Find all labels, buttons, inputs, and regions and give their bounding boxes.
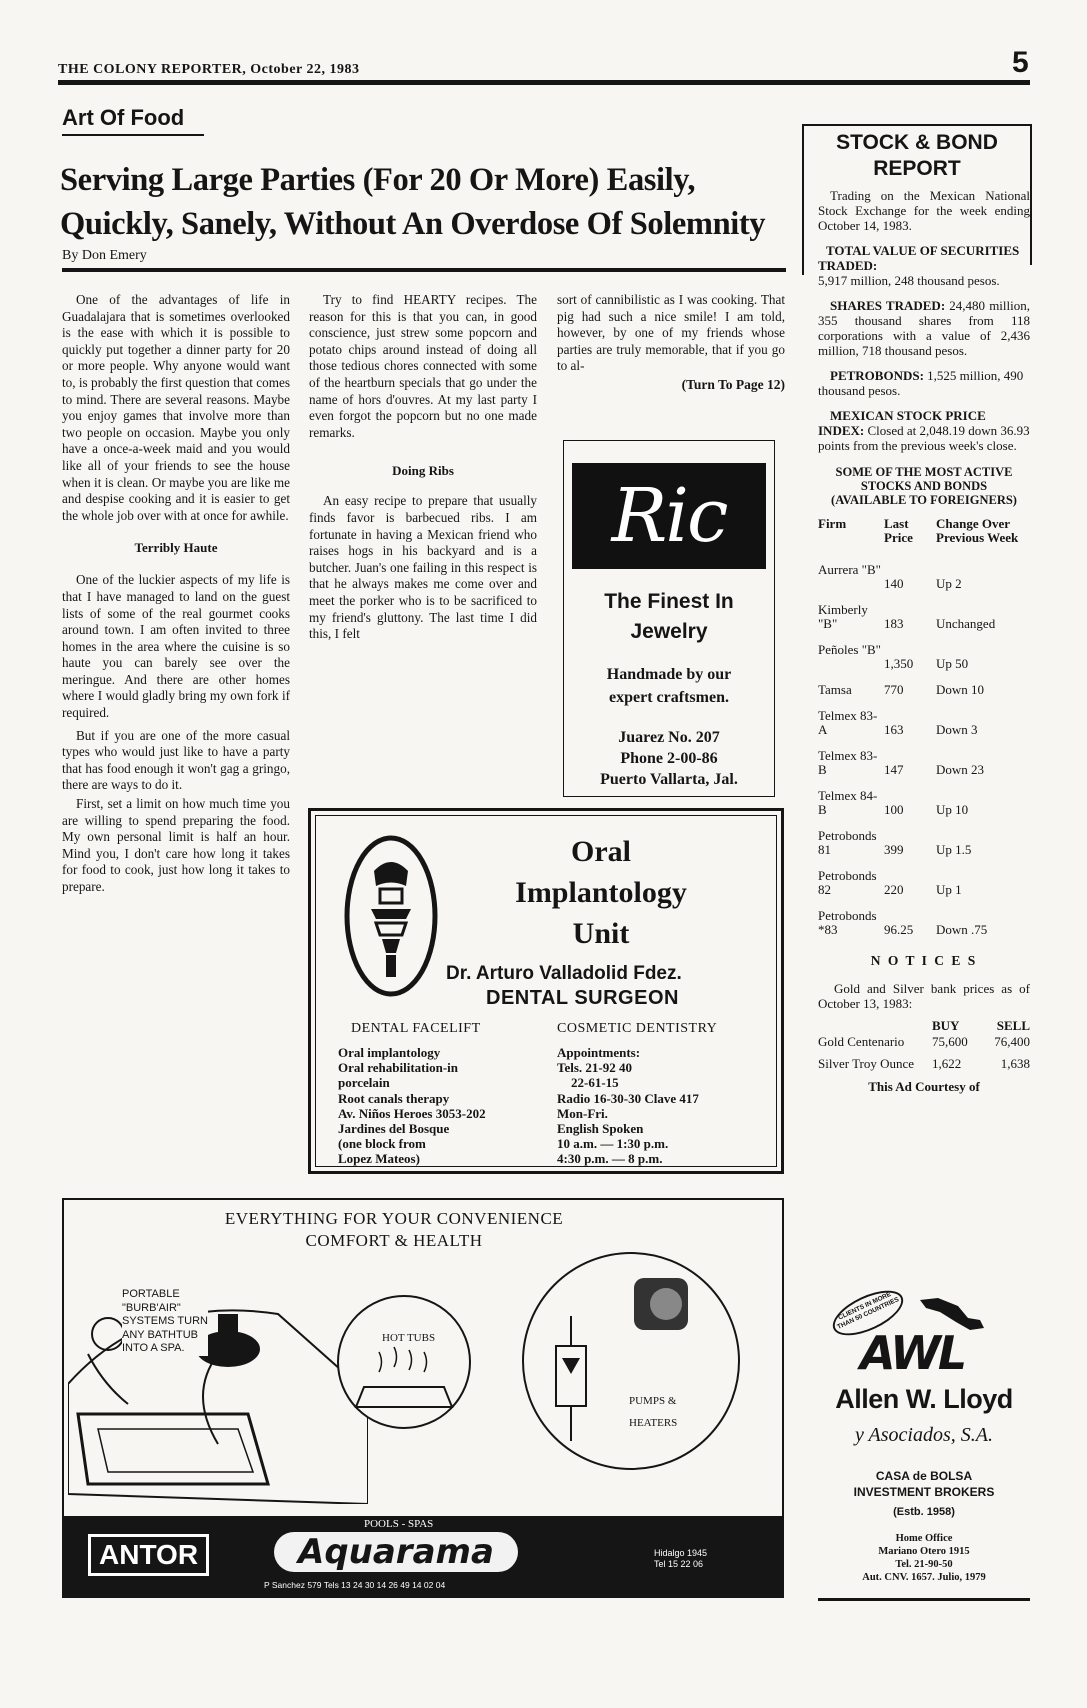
ric-line: Handmade by our	[606, 666, 732, 683]
article-column-3	[557, 292, 785, 393]
subhead-doing-ribs: Doing Ribs	[392, 463, 454, 479]
firm: Kimberly "B"	[818, 602, 868, 631]
change: Unchanged	[936, 616, 996, 631]
dental-right-line: Appointments:	[557, 1045, 641, 1060]
bubble-line: SYSTEMS TURN	[122, 1315, 208, 1327]
paragraph: First, set a limit on how much time you are willing to spend preparing the food. My own personal limit is half an hour. Mind you, I don't care how long it takes for food to cook, just how long it takes to prepare.	[62, 796, 290, 894]
gold-sell: 76,400	[994, 1034, 1030, 1049]
ric-logo-panel	[572, 463, 766, 569]
firm: Peñoles "B"	[818, 642, 881, 657]
dental-right-line: 4:30 p.m. — 8 p.m.	[557, 1151, 663, 1167]
col-last-price: Last Price	[884, 516, 913, 545]
stock-title-line: REPORT	[873, 157, 961, 180]
change: Down .75	[936, 922, 988, 937]
section-underline	[62, 134, 204, 136]
change: Up 1	[936, 882, 962, 897]
dental-title-line: Unit	[572, 917, 630, 950]
cosmetic-dentistry-head: COSMETIC DENTISTRY	[557, 1021, 718, 1036]
heaters-label: HEATERS	[629, 1417, 678, 1429]
metal-header	[818, 1019, 1030, 1033]
ric-address-line: Phone 2-00-86	[620, 750, 718, 767]
masthead-rule	[58, 80, 1030, 85]
dental-role: DENTAL SURGEON	[486, 987, 679, 1009]
dental-ad	[308, 808, 784, 1174]
hidalgo-line: Hidalgo 1945	[654, 1548, 708, 1558]
awl-logo	[830, 1290, 1020, 1386]
paragraph: Try to find HEARTY recipes. The reason for this is that you can, in good conscience, just strew some popcorn and potato chips around instead of doing all those tedious chores connected with some of the heartburn specials that go under the name of hors d'ouvres. At my last party I even forgot the popcorn but no one made remarks.	[309, 292, 537, 440]
office-line: Home Office	[895, 1533, 953, 1544]
table-row	[818, 643, 1028, 671]
dental-left-line: porcelain	[338, 1075, 390, 1091]
bubble-line: ANY BATHTUB	[122, 1328, 198, 1341]
firm: Petrobonds *83	[818, 908, 877, 937]
bubble-line: "BURB'AIR"	[122, 1301, 181, 1314]
estb-line: (Estb. 1958)	[893, 1506, 955, 1518]
headline-line-2: Quickly, Sanely, Without An Overdose Of Solemnity	[60, 206, 766, 242]
notices-text: Gold and Silver bank prices as of October 13, 1983:	[818, 981, 1030, 1011]
price: 96.25	[884, 922, 914, 937]
paragraph: One of the advantages of life in Guadalajara that is sometimes overlooked is the ease with which it is possible to quickly put together a dinner party for 20 or more people. Why anyone would want to, is probably the first question that comes to mind. There are several reasons. Maybe you enjoy games that involve more than two people on occasion. Maybe you only have a once-a-week maid and you would like all of your friends to see the house when it is clean. Or maybe you are like me and despise cooking and it is easier to get the whole job over with at once for awhile.	[62, 292, 290, 523]
brokers-line: INVESTMENT BROKERS	[853, 1485, 995, 1499]
price: 140	[884, 576, 904, 591]
silver-sell: 1,638	[1000, 1056, 1030, 1071]
ric-address	[564, 727, 774, 790]
table-row	[818, 749, 1028, 777]
ric-address-line: Puerto Vallarta, Jal.	[600, 771, 738, 788]
price: 100	[884, 802, 904, 817]
paragraph: An easy recipe to prepare that usually finds favor is barbecued ribs. I am fortunate in having a Mexican friend who raises hogs in his backyard and is a butcher. Juan's one failing in this respect is that he always makes me come over and meet the porker who is to be sacrificed to my friend's gluttony. The last time I did this, I felt	[309, 493, 537, 642]
price-index	[818, 408, 1030, 453]
silver-row	[818, 1057, 1030, 1071]
hidalgo-address	[654, 1548, 707, 1570]
bubble-line: INTO A SPA.	[122, 1342, 185, 1354]
hot-tubs-label: HOT TUBS	[382, 1332, 436, 1344]
dental-title-line: Oral	[571, 835, 631, 868]
petrobonds	[818, 368, 1030, 398]
change: Up 50	[936, 656, 969, 671]
price: 770	[884, 682, 904, 697]
dental-right-line: 10 a.m. — 1:30 p.m.	[557, 1136, 669, 1152]
pumps-heaters-label	[629, 1390, 677, 1434]
dental-left-line: Jardines del Bosque	[338, 1121, 450, 1137]
change: Down 23	[936, 762, 985, 777]
company-name: Allen W. Lloyd	[835, 1384, 1013, 1414]
silver-buy: 1,622	[932, 1056, 962, 1071]
table-row	[818, 563, 1028, 591]
table-row	[818, 789, 1028, 817]
change: Down 3	[936, 722, 978, 737]
firm: Telmex 84-B	[818, 788, 878, 817]
price-index-text: Closed at 2,048.19 down 36.93 points from the previous week's close.	[818, 423, 1030, 453]
article-column-2	[309, 292, 537, 643]
masthead-title: THE COLONY REPORTER, October 22, 1983	[58, 62, 360, 77]
col-change: Change Over Previous Week	[936, 516, 1019, 545]
dental-title	[451, 831, 751, 954]
dental-right-line: 22-61-15	[571, 1075, 619, 1091]
byline: By Don Emery	[62, 248, 147, 263]
gold-name: Gold Centenario	[818, 1034, 905, 1049]
stock-table-header	[818, 517, 1028, 545]
price: 399	[884, 842, 904, 857]
total-value-label: TOTAL VALUE OF SECURITIES TRADED:	[818, 243, 1020, 273]
office-line: Mariano Otero 1915	[878, 1546, 970, 1557]
dental-left-line: Root canals therapy	[338, 1090, 450, 1106]
headline	[60, 158, 765, 246]
buy-label: BUY	[932, 1018, 960, 1033]
antor-logo: ANTOR	[88, 1534, 209, 1576]
dental-left-line: Lopez Mateos)	[338, 1151, 420, 1167]
stock-title-line: STOCK & BOND	[836, 131, 998, 154]
total-value	[818, 243, 1030, 288]
subhead-terribly-haute: Terribly Haute	[134, 540, 218, 556]
pool-ad-title-line: COMFORT & HEALTH	[305, 1231, 483, 1250]
notices-head: N O T I C E S	[870, 953, 978, 968]
price: 147	[884, 762, 904, 777]
bathtub-illustration	[68, 1254, 368, 1504]
table-row	[818, 709, 1028, 737]
petrobonds-text: 1,525 million, 490 thousand pesos.	[818, 368, 1024, 398]
dental-doctor: Dr. Arturo Valladolid Fdez.	[446, 963, 682, 984]
sell-label: SELL	[996, 1018, 1030, 1033]
change: Up 2	[936, 576, 962, 591]
metal-prices	[818, 1019, 1030, 1071]
bubble-burbair-text	[122, 1288, 208, 1356]
pools-spas-label: POOLS - SPAS	[364, 1518, 434, 1530]
dental-left-list	[338, 1045, 486, 1167]
stock-box-right-rule	[1030, 125, 1032, 265]
page-number: 5	[1012, 46, 1029, 79]
casa-line: CASA de BOLSA	[875, 1469, 973, 1483]
tooth-implant-icon	[336, 831, 446, 1001]
ric-logo: Ric	[611, 473, 727, 559]
firm: Telmex 83-A	[818, 708, 878, 737]
hot-tub-illustration	[334, 1292, 474, 1432]
headline-rule	[62, 268, 786, 272]
firm: Petrobonds 82	[818, 868, 877, 897]
turn-to-page[interactable]: (Turn To Page 12)	[681, 376, 785, 392]
section-title: Art Of Food	[62, 105, 185, 130]
dental-title-line: Implantology	[515, 876, 687, 909]
office-line: Aut. CNV. 1657. Julio, 1979	[862, 1572, 986, 1583]
ric-line: expert craftsmen.	[609, 689, 729, 706]
shares-label: SHARES TRADED:	[830, 298, 946, 313]
dental-right-list	[557, 1045, 699, 1167]
price: 183	[884, 616, 904, 631]
ric-jewelry-ad	[563, 440, 775, 797]
dental-left-line: Oral rehabilitation-in	[338, 1060, 459, 1076]
dental-right-line: Radio 16-30-30 Clave 417	[557, 1090, 699, 1106]
awl-badge: CLIENTS IN MORE THAN 50 COUNTRIES	[826, 1282, 909, 1345]
firm: Petrobonds 81	[818, 828, 877, 857]
price-index-label: MEXICAN STOCK PRICE INDEX:	[818, 408, 986, 438]
dental-right-line: Mon-Fri.	[557, 1105, 608, 1121]
silver-name: Silver Troy Ounce	[818, 1056, 915, 1071]
paragraph: But if you are one of the more casual types who would just like to have a party that has food enough it won't gag a gringo, there are ways to do it.	[62, 727, 290, 793]
table-row	[818, 829, 1028, 857]
ric-handmade	[564, 663, 774, 709]
gold-buy: 75,600	[932, 1034, 968, 1049]
price: 220	[884, 882, 904, 897]
shares-text: 24,480 million, 355 thousand shares from 118 corporations with a value of 2,436 million, 718 thousand pesos.	[818, 298, 1030, 358]
firm: Tamsa	[818, 682, 852, 697]
dental-facelift-head: DENTAL FACELIFT	[351, 1021, 481, 1036]
paragraph: One of the luckier aspects of my life is that I have managed to land on the guest lists of some of the real gourmet cooks around town. I am often invited to three homes in the area where the cuisine is so haute you can barely see over the meringue. And there are other homes where I would gladly bring my own fork if required.	[62, 572, 290, 721]
shares-traded	[818, 298, 1030, 358]
dental-right-line: English Spoken	[557, 1121, 644, 1137]
table-row	[818, 909, 1028, 937]
pool-ad-title-line: EVERYTHING FOR YOUR CONVENIENCE	[224, 1209, 564, 1228]
price: 1,350	[884, 656, 914, 671]
pumps-label: PUMPS &	[629, 1395, 677, 1407]
courtesy: This Ad Courtesy of	[868, 1079, 980, 1094]
stock-intro: Trading on the Mexican National Stock Exchange for the week ending October 14, 1983.	[818, 188, 1030, 233]
dental-left-line: Oral implantology	[338, 1045, 441, 1060]
price: 163	[884, 722, 904, 737]
stock-table	[818, 517, 1028, 937]
dental-left-line: (one block from	[338, 1136, 426, 1152]
active-stocks-head: SOME OF THE MOST ACTIVE STOCKS AND BONDS (AVAILABLE TO FOREIGNERS)	[831, 465, 1017, 507]
aquarama-address: P Sanchez 579 Tels 13 24 30 14 26 49 14 02 04	[264, 1580, 446, 1590]
office-line: Tel. 21-90-50	[895, 1559, 953, 1570]
table-row	[818, 603, 1028, 631]
table-row	[818, 683, 1028, 697]
change: Up 10	[936, 802, 969, 817]
pool-spa-ad	[62, 1198, 784, 1598]
change: Up 1.5	[936, 842, 972, 857]
pool-ad-footer	[64, 1516, 782, 1596]
petrobonds-label: PETROBONDS:	[830, 368, 924, 383]
total-value-text: 5,917 million, 248 thousand pesos.	[818, 273, 1000, 288]
bubble-line: PORTABLE	[122, 1288, 180, 1300]
stock-report-title	[804, 130, 1030, 182]
hidalgo-line: Tel 15 22 06	[654, 1559, 704, 1569]
article-column-1	[62, 292, 290, 896]
ric-address-line: Juarez No. 207	[618, 729, 720, 746]
casa-info	[818, 1468, 1030, 1520]
col-firm: Firm	[818, 516, 847, 531]
headline-line-1: Serving Large Parties (For 20 Or More) Easily,	[60, 162, 696, 198]
dental-right-line: Tels. 21-92 40	[557, 1060, 632, 1076]
stock-sidebar	[818, 188, 1030, 1095]
paragraph: sort of cannibilistic as I was cooking. That pig had such a nice smile! I am told, however, by one of my friends whose parties are truly memorable, that if you go to al-	[557, 292, 785, 374]
ric-tagline: The Finest In Jewelry	[604, 590, 734, 643]
stock-box-top-rule	[802, 124, 1032, 126]
gold-row	[818, 1035, 1030, 1049]
company-script: y Asociados, S.A.	[855, 1424, 993, 1446]
dental-left-line: Av. Niños Heroes 3053-202	[338, 1105, 486, 1121]
home-office	[818, 1532, 1030, 1584]
change: Down 10	[936, 682, 985, 697]
pump-illustration	[516, 1246, 746, 1476]
aquarama-logo: Aquarama	[274, 1532, 518, 1572]
sidebar-bottom-rule	[818, 1598, 1030, 1601]
firm: Aurrera "B"	[818, 562, 881, 577]
table-row	[818, 869, 1028, 897]
firm: Telmex 83-B	[818, 748, 878, 777]
awl-mark: AWL	[860, 1326, 965, 1380]
